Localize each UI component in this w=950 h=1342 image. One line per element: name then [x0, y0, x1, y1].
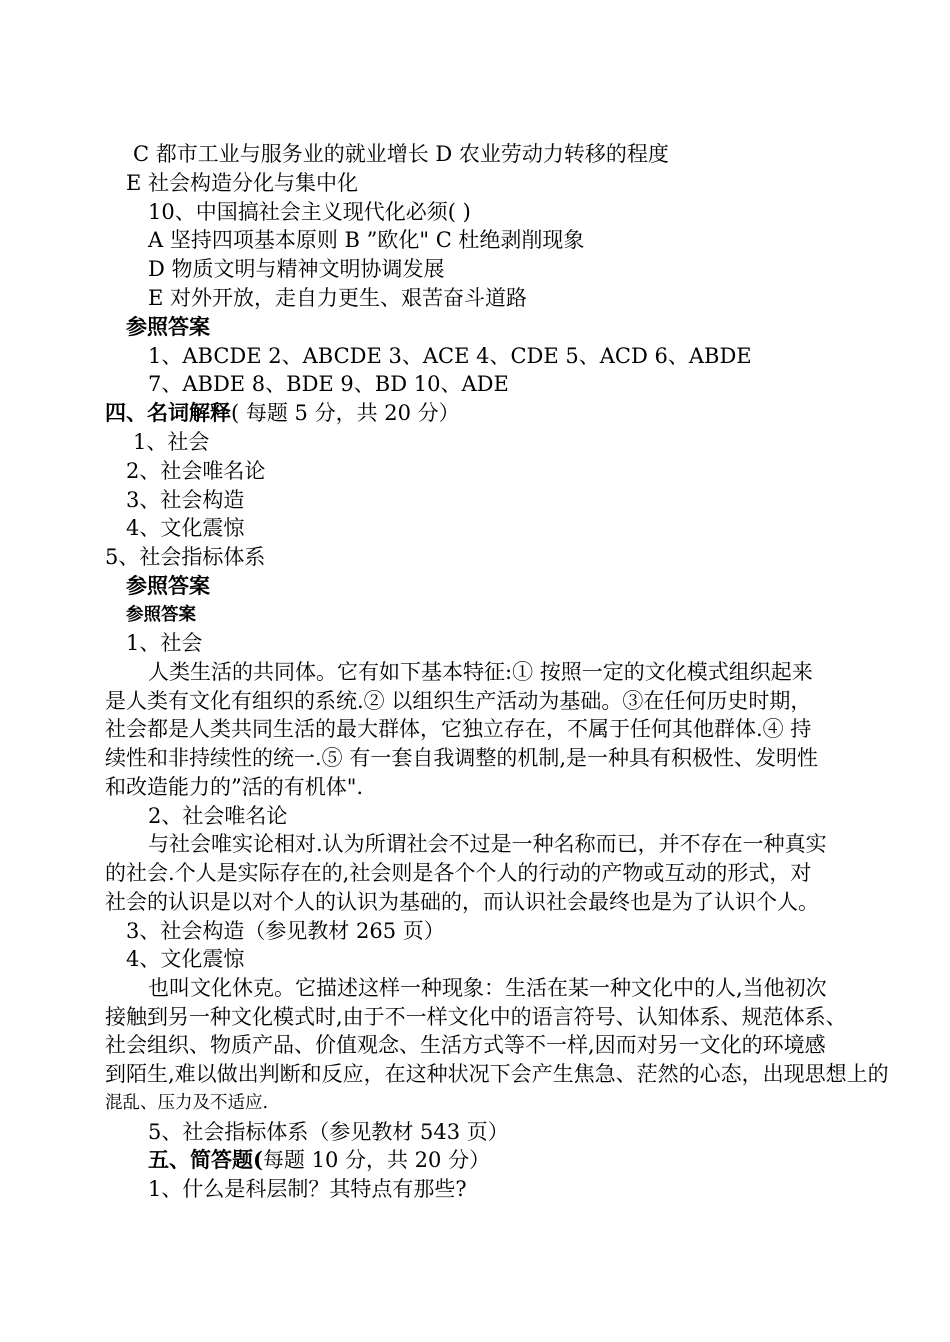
- section-heading-4: [105, 399, 460, 427]
- text-line: 3、社会构造: [126, 488, 245, 512]
- text-line: 续性和非持续性的统一.⑤ 有一套自我调整的机制,是一种具有积极性、发明性: [105, 746, 819, 770]
- section-heading-5-title: 五、简答题(: [148, 1147, 263, 1172]
- text-line: 参照答案: [126, 314, 210, 339]
- text-line: 是人类有文化有组织的系统.② 以组织生产活动为基础。③在任何历史时期，: [105, 689, 812, 713]
- text-line: 参照答案: [126, 605, 196, 625]
- text-line: 1、ABCDE 2、ABCDE 3、ACE 4、CDE 5、ACD 6、ABDE: [148, 344, 752, 368]
- text-line: 到陌生,难以做出判断和反应，在这种状况下会产生焦急、茫然的心态，出现思想上的: [105, 1062, 889, 1086]
- text-line: 4、文化震惊: [126, 947, 245, 971]
- section-heading-5: [148, 1146, 490, 1174]
- text-line: 3、社会构造（参见教材 265 页）: [126, 919, 445, 943]
- section-heading-5-note: 每题 10 分，共 20 分）: [262, 1148, 491, 1172]
- text-line: 与社会唯实论相对.认为所谓社会不过是一种名称而已，并不存在一种真实: [148, 832, 827, 856]
- section-heading-4-title: 四、名词解释: [105, 400, 231, 425]
- text-line: 参照答案: [126, 573, 210, 598]
- text-line: 7、ABDE 8、BDE 9、BD 10、ADE: [148, 372, 509, 396]
- text-line: 的社会.个人是实际存在的,社会则是各个个人的行动的产物或互动的形式，对: [105, 861, 812, 885]
- text-line: 人类生活的共同体。它有如下基本特征:① 按照一定的文化模式组织起来: [148, 660, 813, 684]
- text-line: D 物质文明与精神文明协调发展: [148, 257, 445, 281]
- text-line: 社会都是人类共同生活的最大群体，它独立存在，不属于任何其他群体.④ 持: [105, 717, 812, 741]
- text-line: A 坚持四项基本原则 B ”欧化" C 杜绝剥削现象: [148, 228, 585, 252]
- text-line: 社会组织、物质产品、价值观念、生活方式等不一样,因而对另一文化的环境感: [105, 1033, 826, 1057]
- text-line: E 对外开放，走自力更生、艰苦奋斗道路: [148, 286, 528, 310]
- text-line: 2、社会唯名论: [148, 804, 288, 828]
- text-line: 和改造能力的”活的有机体".: [105, 775, 364, 799]
- text-line: 社会的认识是以对个人的认识为基础的，而认识社会最终也是为了认识个人。: [105, 890, 819, 914]
- section-heading-4-note: ( 每题 5 分，共 20 分）: [231, 401, 460, 425]
- text-line: 1、社会: [126, 631, 203, 655]
- text-line: E 社会构造分化与集中化: [126, 171, 359, 195]
- text-line: 2、社会唯名论: [126, 459, 266, 483]
- text-line: 10、中国搞社会主义现代化必须( ): [148, 200, 471, 224]
- text-line: 接触到另一种文化模式时,由于不一样文化中的语言符号、认知体系、规范体系、: [105, 1005, 847, 1029]
- text-line: 混乱、压力及不适应.: [105, 1093, 269, 1113]
- text-line: 1、社会: [133, 430, 210, 454]
- text-line: 1、什么是科层制？其特点有那些?: [148, 1177, 467, 1201]
- text-line: 也叫文化休克。它描述这样一种现象：生活在某一种文化中的人,当他初次: [148, 976, 827, 1000]
- text-line: 5、社会指标体系（参见教材 543 页）: [148, 1120, 509, 1144]
- text-line: 5、社会指标体系: [105, 545, 266, 569]
- text-line: 4、文化震惊: [126, 516, 245, 540]
- text-line: C 都市工业与服务业的就业增长 D 农业劳动力转移的程度: [133, 142, 669, 166]
